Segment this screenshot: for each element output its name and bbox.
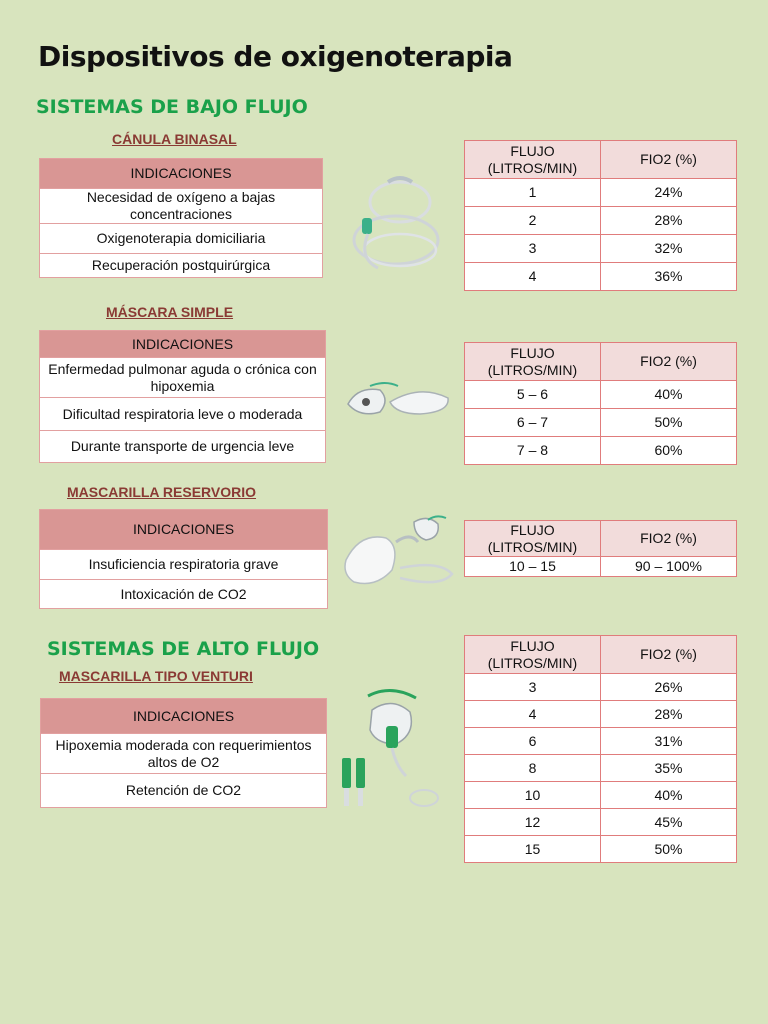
page-title: Dispositivos de oxigenoterapia	[38, 40, 513, 73]
nasal-cannula-image	[348, 168, 448, 278]
flow-table-venturi	[464, 635, 737, 863]
flow-header: FLUJO (LITROS/MIN)	[465, 343, 601, 381]
high-flow-heading: SISTEMAS DE ALTO FLUJO	[47, 638, 320, 660]
fio2-cell: 24%	[601, 179, 737, 207]
flow-cell: 1	[465, 179, 601, 207]
indication-item: Necesidad de oxígeno a bajas concentraciones	[40, 189, 323, 224]
simple-mask-image	[340, 378, 455, 423]
fio2-cell: 35%	[601, 755, 737, 782]
fio2-header: FIO2 (%)	[601, 141, 737, 179]
flow-cell: 2	[465, 207, 601, 235]
flow-cell: 5 – 6	[465, 381, 601, 409]
flow-cell: 10 – 15	[465, 557, 601, 577]
indication-item: Insuficiencia respiratoria grave	[40, 550, 328, 580]
indications-header: INDICACIONES	[41, 699, 327, 734]
indications-table-mascara-simple	[39, 330, 326, 463]
flow-header: FLUJO (LITROS/MIN)	[465, 521, 601, 557]
flow-table-reservorio	[464, 520, 737, 577]
indication-item: Durante transporte de urgencia leve	[40, 431, 326, 463]
fio2-cell: 40%	[601, 782, 737, 809]
indication-item: Oxigenoterapia domiciliaria	[40, 224, 323, 254]
venturi-mask-image	[336, 686, 446, 814]
flow-cell: 4	[465, 701, 601, 728]
flow-cell: 8	[465, 755, 601, 782]
fio2-header: FIO2 (%)	[601, 343, 737, 381]
indications-header: INDICACIONES	[40, 510, 328, 550]
fio2-cell: 32%	[601, 235, 737, 263]
fio2-cell: 36%	[601, 263, 737, 291]
flow-cell: 12	[465, 809, 601, 836]
fio2-header: FIO2 (%)	[601, 636, 737, 674]
flow-header: FLUJO (LITROS/MIN)	[465, 636, 601, 674]
indication-item: Hipoxemia moderada con requerimientos altos de O2	[41, 734, 327, 774]
indication-item: Enfermedad pulmonar aguda o crónica con hipoxemia	[40, 358, 326, 398]
flow-cell: 6	[465, 728, 601, 755]
device-name-mascara-simple: MÁSCARA SIMPLE	[106, 304, 234, 320]
device-name-canula: CÁNULA BINASAL	[112, 131, 237, 147]
indications-table-reservorio	[39, 509, 328, 609]
fio2-cell: 60%	[601, 437, 737, 465]
flow-table-canula	[464, 140, 737, 291]
indications-table-venturi	[40, 698, 327, 808]
flow-header: FLUJO (LITROS/MIN)	[465, 141, 601, 179]
fio2-cell: 28%	[601, 701, 737, 728]
fio2-cell: 31%	[601, 728, 737, 755]
fio2-cell: 50%	[601, 836, 737, 863]
indications-table-canula	[39, 158, 323, 278]
low-flow-heading: SISTEMAS DE BAJO FLUJO	[36, 96, 308, 118]
indication-item: Dificultad respiratoria leve o moderada	[40, 398, 326, 431]
flow-cell: 6 – 7	[465, 409, 601, 437]
device-name-reservorio: MASCARILLA RESERVORIO	[67, 484, 257, 500]
flow-cell: 4	[465, 263, 601, 291]
indication-item: Recuperación postquirúrgica	[40, 254, 323, 278]
fio2-cell: 40%	[601, 381, 737, 409]
indication-item: Intoxicación de CO2	[40, 580, 328, 609]
flow-cell: 7 – 8	[465, 437, 601, 465]
flow-cell: 15	[465, 836, 601, 863]
fio2-cell: 45%	[601, 809, 737, 836]
indications-header: INDICACIONES	[40, 331, 326, 358]
flow-cell: 3	[465, 235, 601, 263]
flow-table-mascara-simple	[464, 342, 737, 465]
fio2-cell: 90 – 100%	[601, 557, 737, 577]
fio2-cell: 50%	[601, 409, 737, 437]
fio2-cell: 26%	[601, 674, 737, 701]
fio2-cell: 28%	[601, 207, 737, 235]
reservoir-mask-image	[340, 512, 460, 592]
indications-header: INDICACIONES	[40, 159, 323, 189]
flow-cell: 3	[465, 674, 601, 701]
device-name-venturi: MASCARILLA TIPO VENTURI	[59, 668, 253, 684]
fio2-header: FIO2 (%)	[601, 521, 737, 557]
indication-item: Retención de CO2	[41, 774, 327, 808]
flow-cell: 10	[465, 782, 601, 809]
